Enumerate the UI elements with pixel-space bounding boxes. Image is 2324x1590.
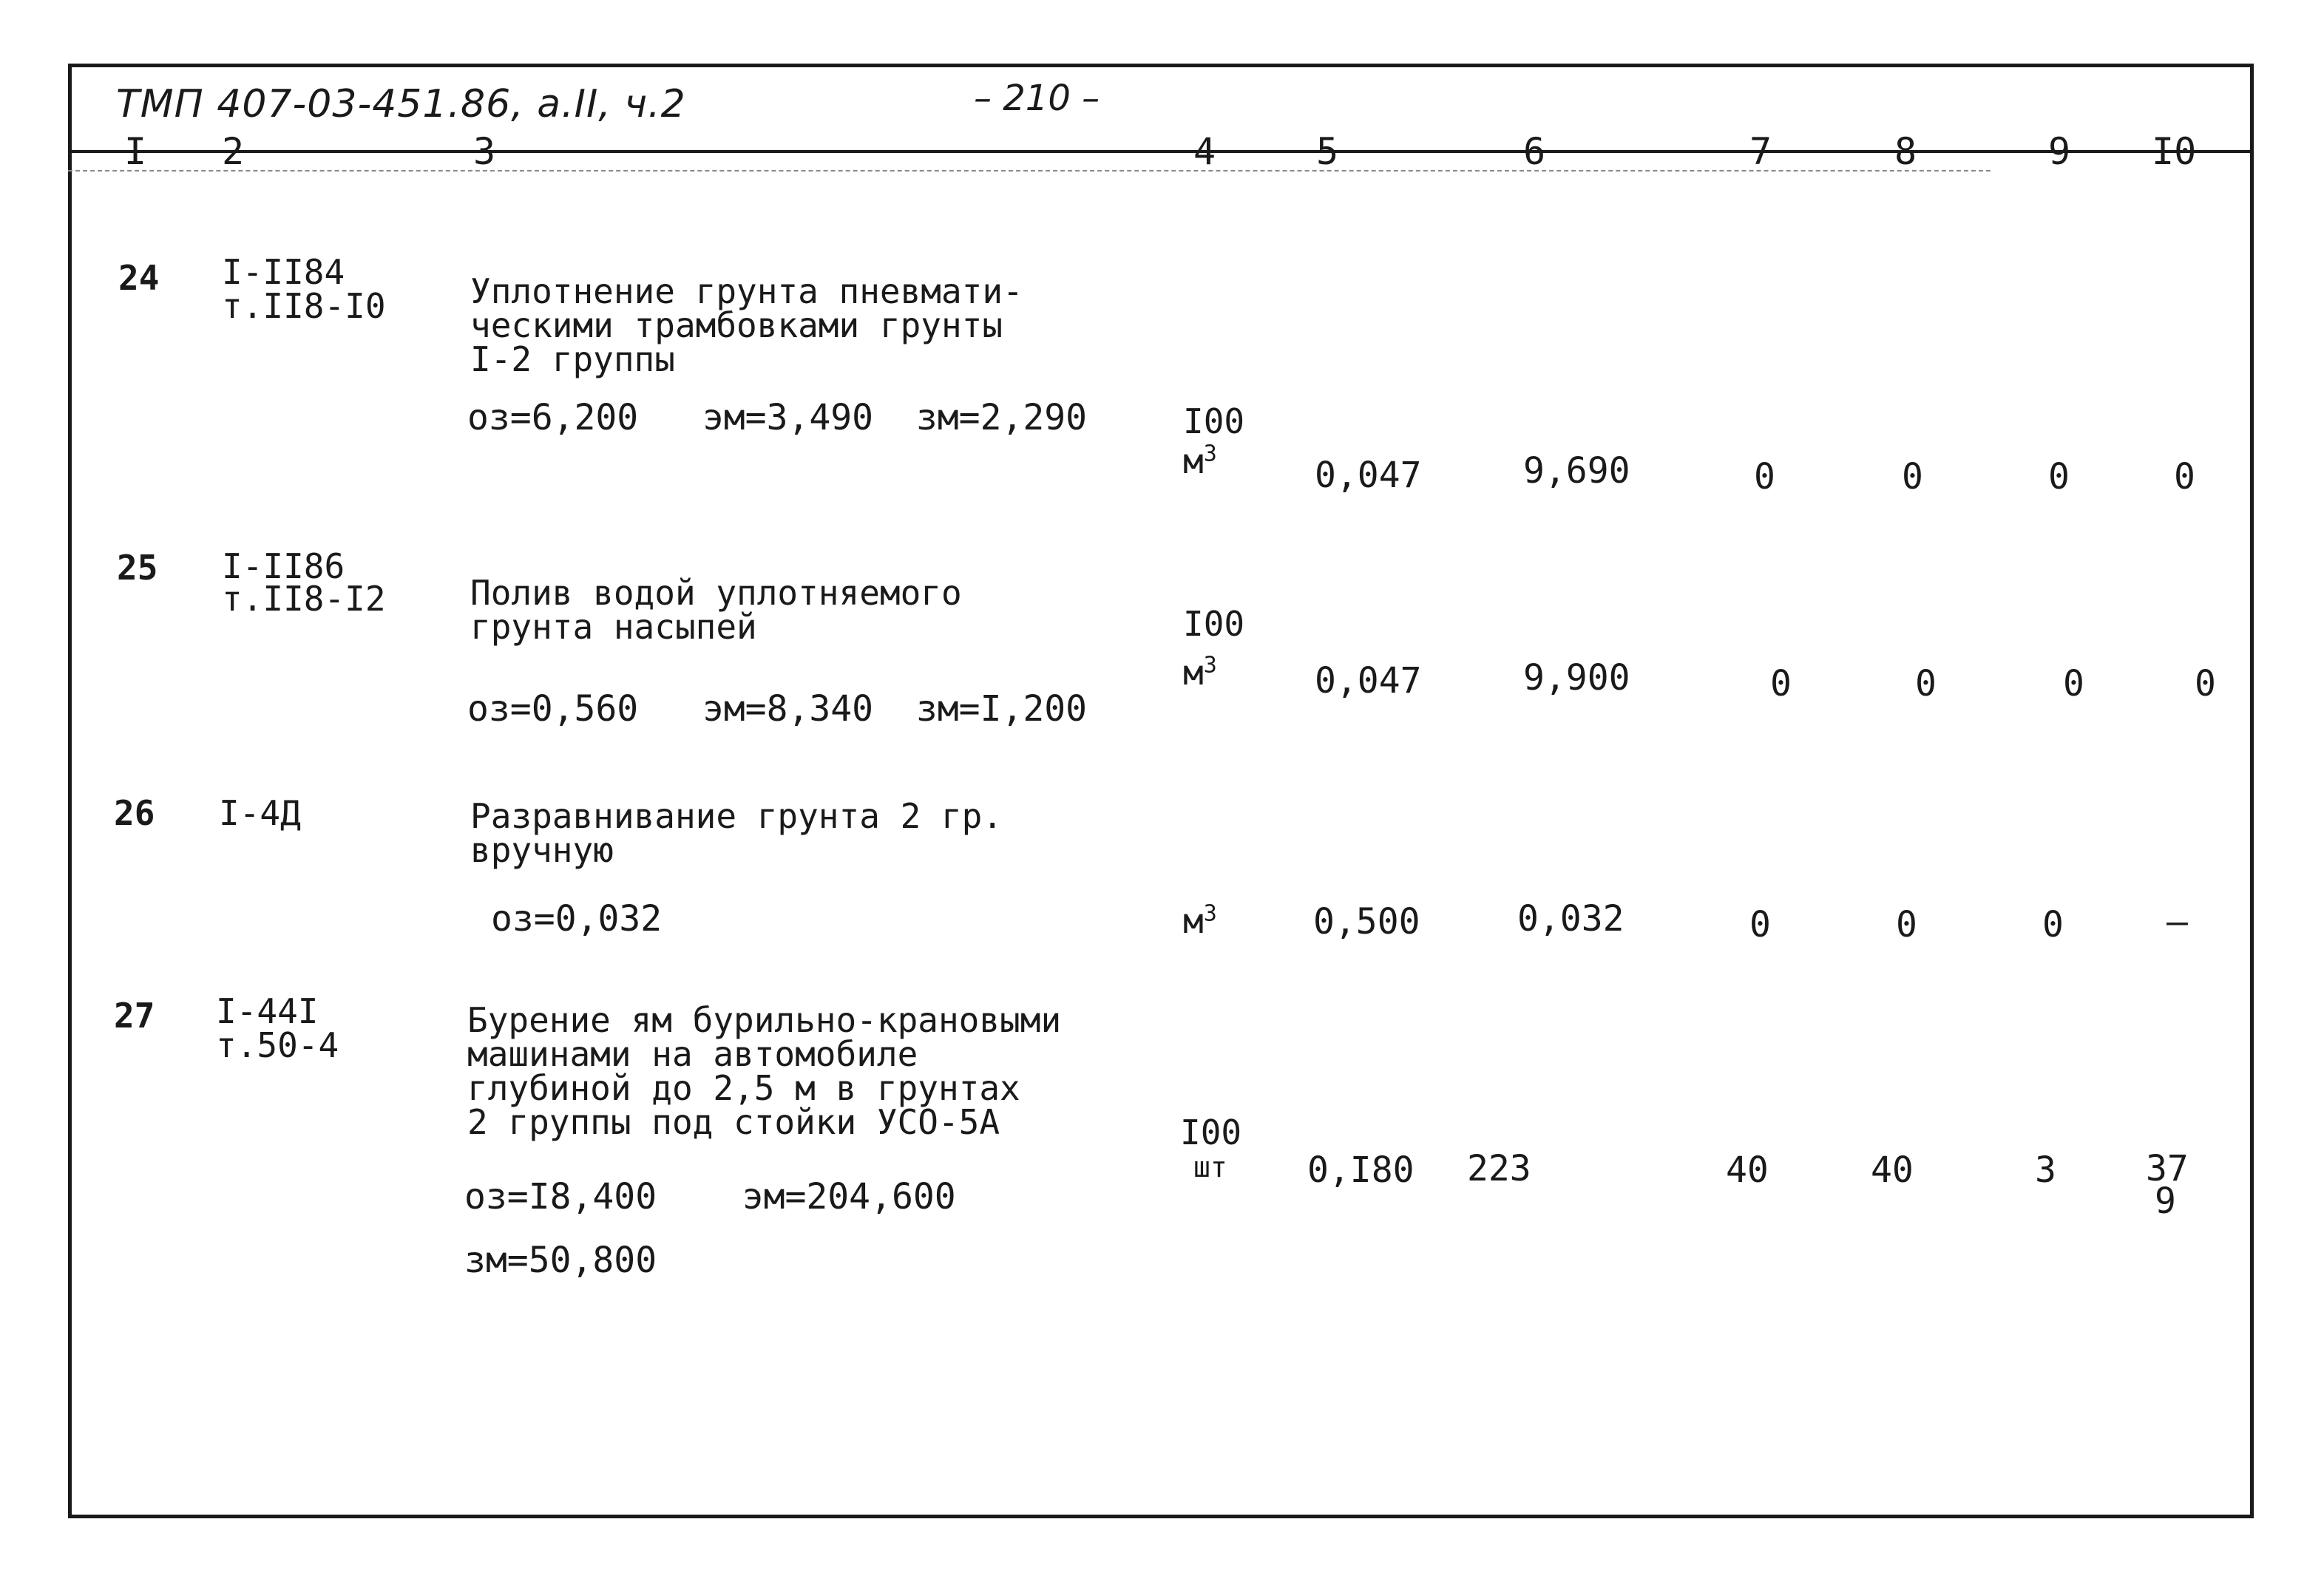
- cell-col-10: 0: [2174, 456, 2195, 497]
- cell-col-8: 0: [1902, 456, 1923, 497]
- unit-measure: $м^3$: [1183, 652, 1217, 693]
- work-description-line: машинами на автомобиле: [467, 1034, 918, 1074]
- page-number: – 210 –: [974, 78, 1100, 119]
- column-header-5: 5: [1316, 130, 1339, 173]
- norm-code: I-4Д: [219, 793, 301, 833]
- unit-measure: $м^3$: [1183, 441, 1217, 481]
- column-header-rule: [68, 170, 1991, 171]
- cell-col-10: 0: [2195, 663, 2216, 704]
- document-code: ТМП 407-03-451.86, а.II, ч.2: [116, 82, 686, 126]
- work-description-line: грунта насыпей: [470, 607, 757, 647]
- norm-table-ref: т.II8-I0: [222, 286, 386, 326]
- cost-formula: оз=I8,400 эм=204,600: [464, 1176, 956, 1217]
- column-header-8: 8: [1894, 130, 1917, 173]
- work-description-line: ческими трамбовками грунты: [470, 305, 1003, 345]
- work-description-line: Полив водой уплотняемого: [470, 573, 962, 613]
- cell-col-8: 0: [1896, 904, 1917, 945]
- row-number: 25: [117, 548, 158, 588]
- unit-measure: $м^3$: [1183, 900, 1217, 941]
- cell-col-7: 0: [1770, 663, 1792, 704]
- row-number: 24: [118, 258, 160, 298]
- cell-col-8: 40: [1871, 1149, 1914, 1191]
- work-description-line: вручную: [470, 830, 614, 870]
- cell-col-6: 9,690: [1523, 450, 1630, 492]
- unit-quantity: I00: [1180, 1112, 1242, 1152]
- cost-formula: оз=0,560 эм=8,340 зм=I,200: [467, 688, 1088, 730]
- column-header-2: 2: [222, 130, 245, 173]
- cell-col-10: 37: [2146, 1148, 2189, 1189]
- cell-col-9: 0: [2042, 904, 2064, 945]
- cell-col-9: 0: [2063, 663, 2084, 704]
- work-description-line: Уплотнение грунта пневмати-: [470, 271, 1023, 311]
- cell-col-10-cont: 9: [2155, 1180, 2176, 1222]
- cell-col-5: 0,047: [1315, 660, 1422, 701]
- unit-measure: шт: [1193, 1151, 1227, 1183]
- header-divider: [72, 150, 2250, 153]
- cell-col-9: 0: [2048, 456, 2070, 497]
- work-description-line: глубиной до 2,5 м в грунтах: [467, 1068, 1020, 1108]
- cell-col-10: –: [2167, 901, 2188, 942]
- cell-col-6: 9,900: [1523, 657, 1630, 699]
- unit-quantity: I00: [1183, 604, 1245, 644]
- work-description-line: Бурение ям бурильно-крановыми: [467, 1000, 1062, 1040]
- norm-code: I-II84: [222, 252, 345, 292]
- cell-col-7: 0: [1749, 904, 1771, 945]
- work-description-line: Разравнивание грунта 2 гр.: [470, 796, 1003, 836]
- column-header-9: 9: [2048, 130, 2071, 173]
- cell-col-9: 3: [2035, 1149, 2056, 1191]
- column-header-1: I: [124, 130, 147, 173]
- norm-table-ref: т.50-4: [216, 1025, 339, 1065]
- column-header-3: 3: [473, 130, 496, 173]
- cell-col-6: 223: [1467, 1148, 1531, 1189]
- work-description-line: I-2 группы: [470, 339, 675, 379]
- cell-col-8: 0: [1915, 663, 1937, 704]
- column-header-6: 6: [1523, 130, 1546, 173]
- work-description-line: 2 группы под стойки УСО-5А: [467, 1102, 1000, 1142]
- row-number: 27: [114, 996, 155, 1036]
- cell-col-5: 0,I80: [1307, 1149, 1415, 1191]
- row-number: 26: [114, 793, 155, 833]
- cell-col-7: 40: [1726, 1149, 1769, 1191]
- cell-col-7: 0: [1754, 456, 1775, 497]
- cell-col-5: 0,500: [1313, 901, 1420, 942]
- cost-formula: зм=50,800: [464, 1240, 657, 1281]
- norm-code: I-44I: [216, 991, 319, 1031]
- norm-table-ref: т.II8-I2: [222, 579, 386, 619]
- column-header-7: 7: [1749, 130, 1772, 173]
- norm-code: I-II86: [222, 546, 345, 586]
- column-header-10: I0: [2152, 130, 2197, 173]
- cell-col-5: 0,047: [1315, 455, 1422, 496]
- unit-quantity: I00: [1183, 401, 1245, 441]
- cell-col-6: 0,032: [1517, 898, 1625, 940]
- document-sheet: [68, 64, 2254, 1518]
- cost-formula: оз=0,032: [491, 898, 663, 940]
- cost-formula: оз=6,200 эм=3,490 зм=2,290: [467, 397, 1088, 438]
- column-header-4: 4: [1193, 130, 1216, 173]
